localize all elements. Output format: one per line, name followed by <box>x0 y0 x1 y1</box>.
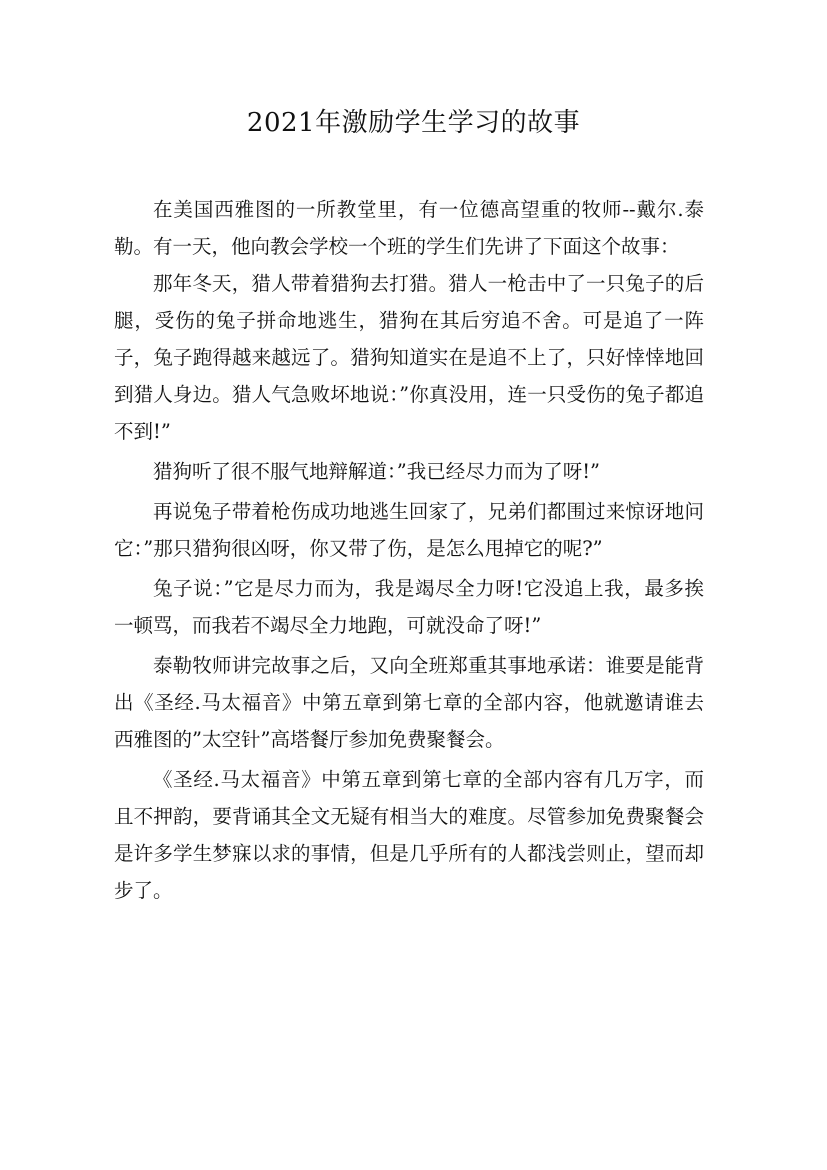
document-title: 2021年激励学生学习的故事 <box>246 108 581 138</box>
paragraph-hunt: 那年冬天，猎人带着猎狗去打猎。猎人一枪击中了一只兔子的后腿，受伤的兔子拼命地逃生，猎狗在其后穷追不舍。可是追了一阵子，兔子跑得越来越远了。猎狗知道实在是追不上了，只好悻悻地回到猎人身边。猎人气急败坏地说：”你真没用，连一只受伤的兔子都追不到!” <box>114 272 704 443</box>
paragraph-rabbit-home: 再说兔子带着枪伤成功地逃生回家了，兄弟们都围过来惊讶地问它：”那只猎狗很凶呀，你又带了伤，是怎么甩掉它的呢?” <box>114 500 704 560</box>
paragraph-rabbit-reply: 兔子说：”它是尽力而为，我是竭尽全力呀!它没追上我，最多挨一顿骂，而我若不竭尽全力地跑，可就没命了呀!” <box>114 577 704 637</box>
document-body <box>114 191 704 909</box>
paragraph-dog-reply: 猎狗听了很不服气地辩解道：”我已经尽力而为了呀!” <box>153 460 601 483</box>
paragraph-difficulty: 《圣经.马太福音》中第五章到第七章的全部内容有几万字，而且不押韵，要背诵其全文无疑有相当大的难度。尽管参加免费聚餐会是许多学生梦寐以求的事情，但是几乎所有的人都浅尝则止，望而却步了。 <box>114 768 704 902</box>
paragraph-promise: 泰勒牧师讲完故事之后，又向全班郑重其事地承诺：谁要是能背出《圣经.马太福音》中第五章到第七章的全部内容，他就邀请谁去西雅图的”太空针”高塔餐厅参加免费聚餐会。 <box>114 654 704 751</box>
paragraph-intro: 在美国西雅图的一所教堂里，有一位德高望重的牧师--戴尔.泰勒。有一天，他向教会学校一个班的学生们先讲了下面这个故事： <box>114 198 704 258</box>
